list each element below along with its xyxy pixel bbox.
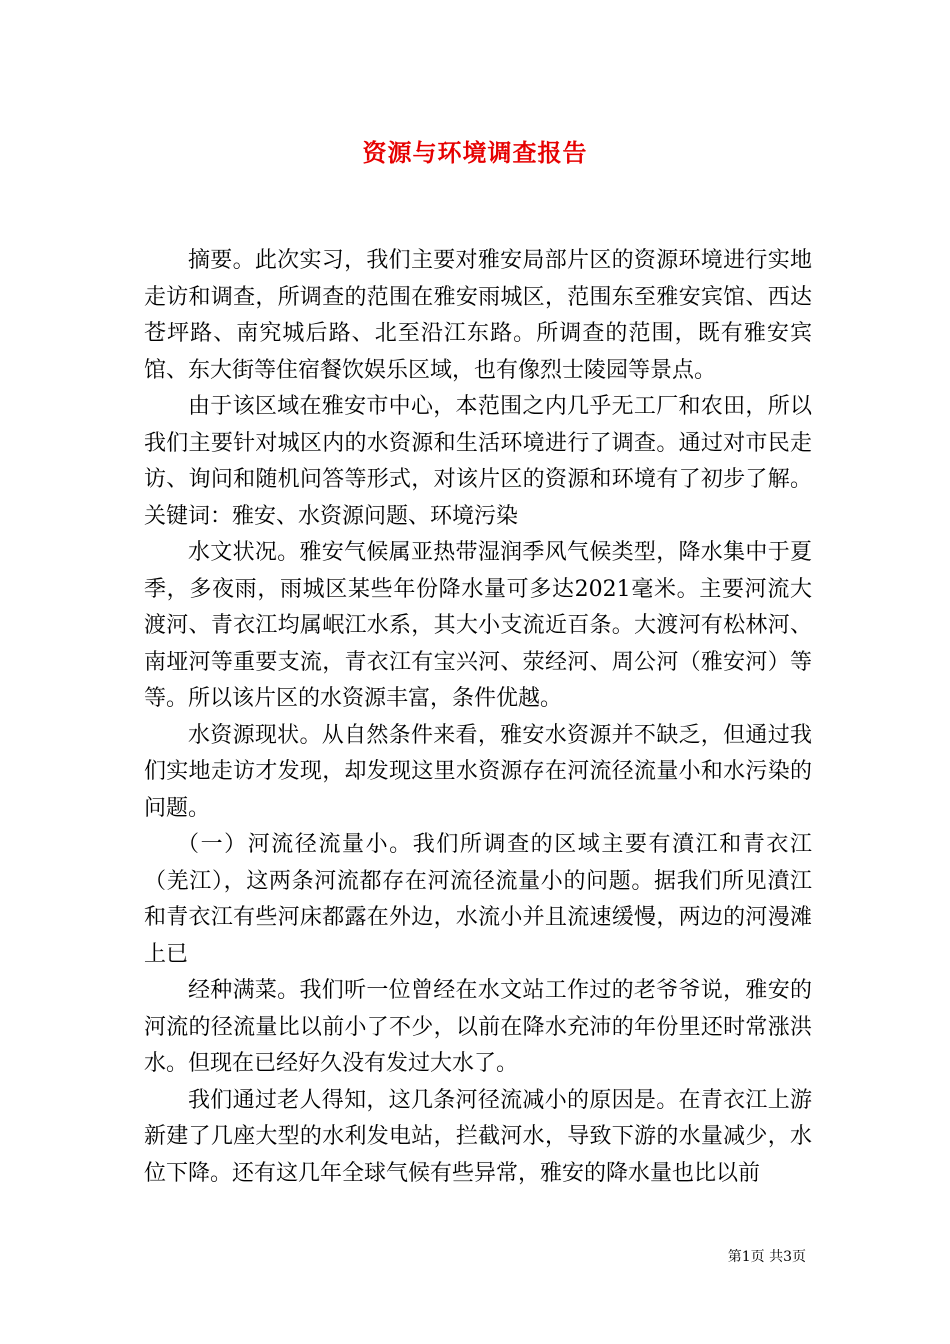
page-number-footer: 第1页 共3页 [727,1249,806,1265]
paragraph-water-status: 水资源现状。从自然条件来看，雅安水资源并不缺乏，但通过我们实地走访才发现，却发现这里水资源存在河流径流量小和水污染的问题。 [144,722,812,821]
document-title: 资源与环境调查报告 [362,138,588,167]
paragraph-scope: 由于该区域在雅安市中心，本范围之内几乎无工厂和农田，所以我们主要针对城区内的水资源和生活环境进行了调查。通过对市民走访、询问和随机问答等形式，对该片区的资源和环境有了初步了解。关键词：雅安、水资源问题、环境污染 [144,394,812,529]
paragraph-hydrology: 水文状况。雅安气候属亚热带湿润季风气候类型，降水集中于夏季，多夜雨，雨城区某些年份降水量可多达2021毫米。主要河流大渡河、青衣江均属岷江水系，其大小支流近百条。大渡河有松林河、南垭河等重要支流，青衣江有宝兴河、荥经河、周公河（雅安河）等等。所以该片区的水资源丰富，条件优越。 [144,540,812,711]
paragraph-causes: 我们通过老人得知，这几条河径流减小的原因是。在青衣江上游新建了几座大型的水利发电站，拦截河水，导致下游的水量减少，水位下降。还有这几年全球气候有些异常，雅安的降水量也比以前 [144,1087,812,1186]
paragraph-abstract: 摘要。此次实习，我们主要对雅安局部片区的资源环境进行实地走访和调查，所调查的范围在雅安雨城区，范围东至雅安宾馆、西达苍坪路、南究城后路、北至沿江东路。所调查的范围，既有雅安宾馆、东大街等住宿餐饮娱乐区域，也有像烈士陵园等景点。 [144,248,812,383]
document-body [144,243,812,1192]
paragraph-runoff: （一）河流径流量小。我们所调查的区域主要有濆江和青衣江（羌江），这两条河流都存在河流径流量小的问题。据我们所见濆江和青衣江有些河床都露在外边，水流小并且流速缓慢，两边的河漫滩上已 [144,832,812,967]
paragraph-old-man: 经种满菜。我们听一位曾经在水文站工作过的老爷爷说，雅安的河流的径流量比以前小了不少，以前在降水充沛的年份里还时常涨洪水。但现在已经好久没有发过大水了。 [144,978,812,1076]
